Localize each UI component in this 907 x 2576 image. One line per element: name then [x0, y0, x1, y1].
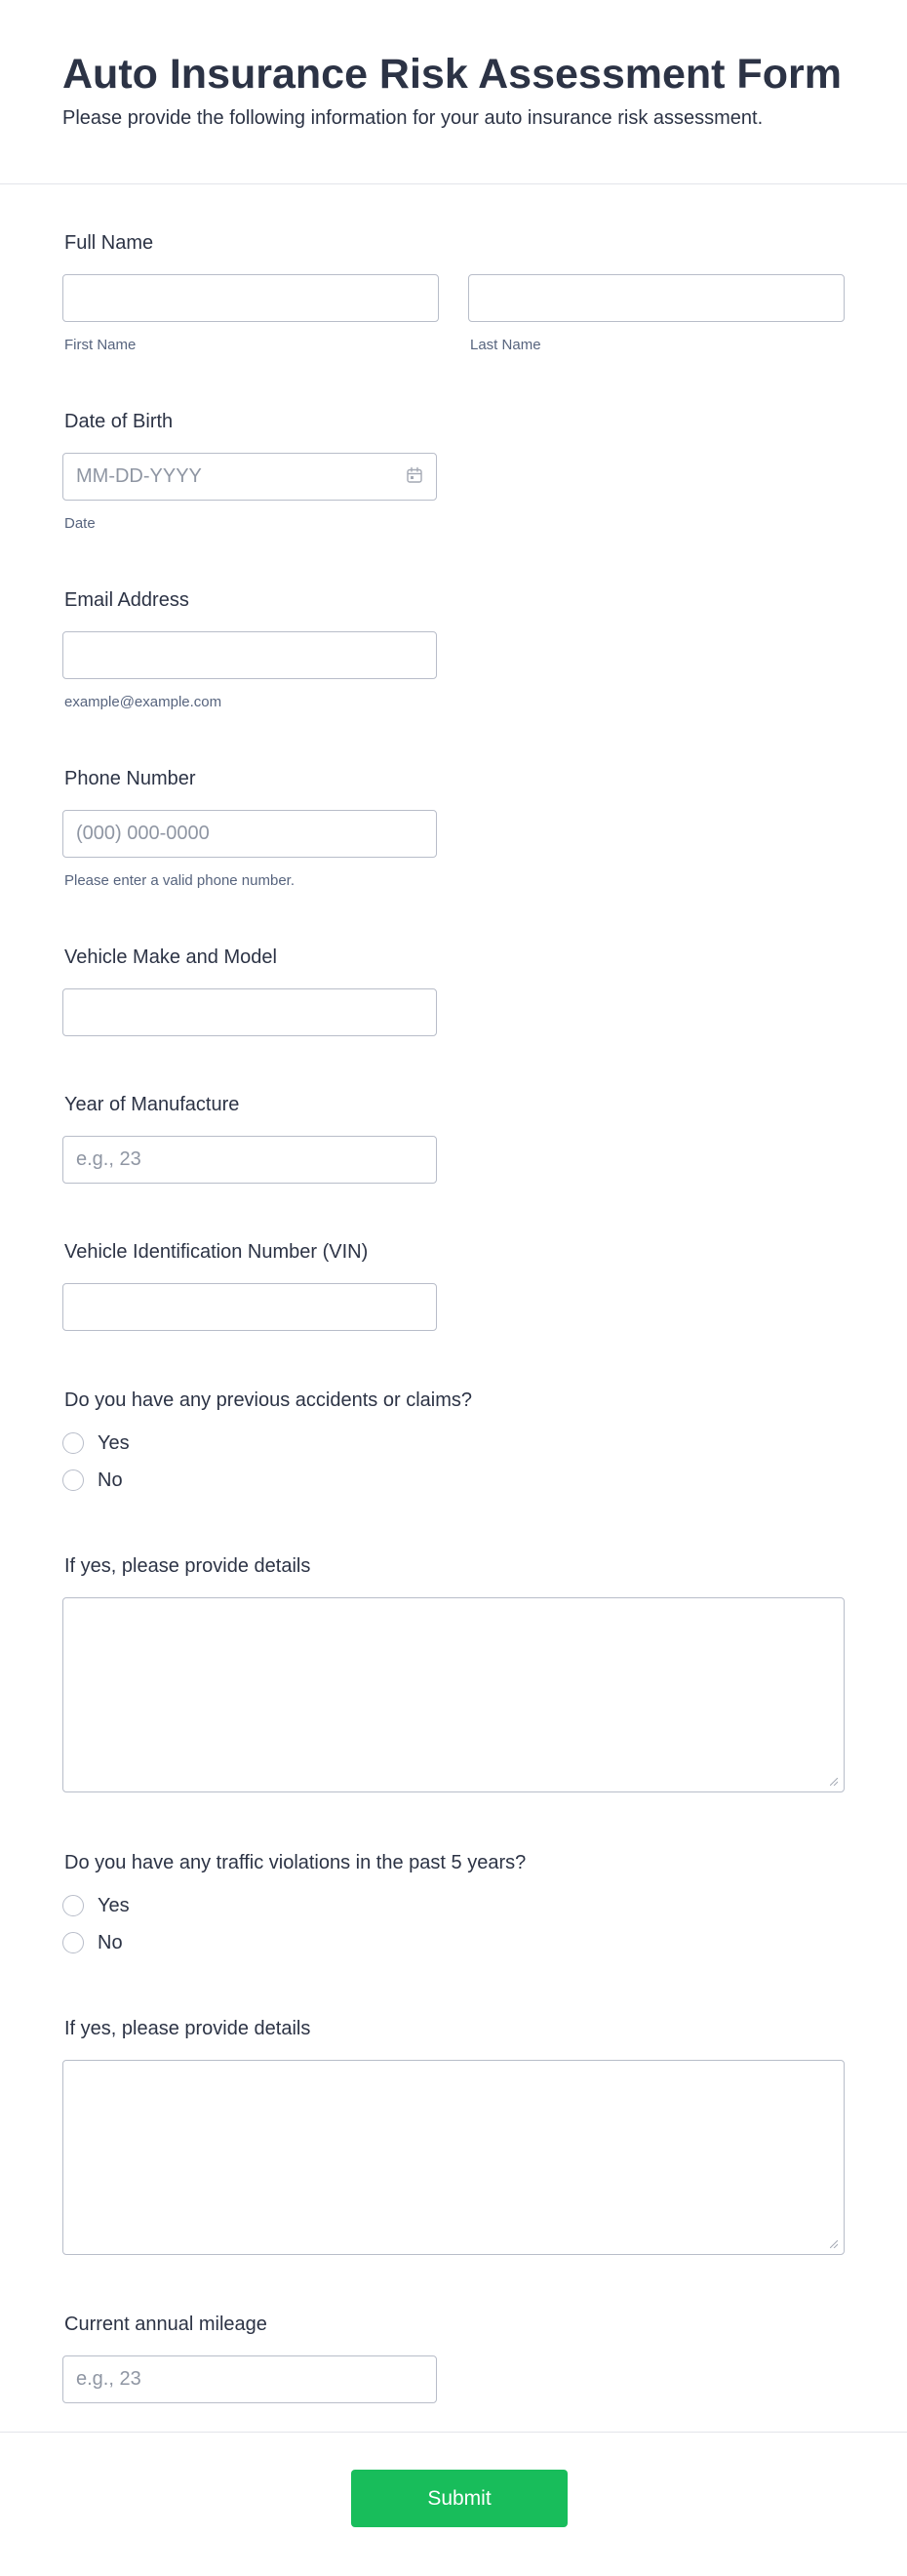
accidents-details-label: If yes, please provide details: [64, 1555, 311, 1577]
first-name-sublabel: First Name: [64, 337, 137, 353]
form-subtitle: Please provide the following information for your auto insurance risk assessment.: [62, 107, 764, 129]
violations-option-no[interactable]: [62, 1929, 123, 1956]
accidents-option-yes[interactable]: [62, 1429, 130, 1457]
email-sublabel: example@example.com: [64, 694, 222, 710]
full-name-label: Full Name: [64, 232, 154, 254]
date-of-birth-label: Date of Birth: [64, 411, 174, 432]
resize-grip-icon[interactable]: [830, 1778, 838, 1786]
form-title: Auto Insurance Risk Assessment Form: [62, 51, 842, 98]
violations-details-textarea[interactable]: [62, 2060, 845, 2255]
mileage-input[interactable]: [62, 2355, 437, 2403]
last-name-input[interactable]: [468, 274, 845, 322]
radio-circle[interactable]: [62, 1895, 84, 1916]
date-sublabel: Date: [64, 515, 96, 532]
accidents-option-no[interactable]: [62, 1467, 123, 1494]
radio-label: Yes: [98, 1894, 130, 1916]
form-header: [0, 0, 907, 184]
email-label: Email Address: [64, 589, 189, 611]
vin-label: Vehicle Identification Number (VIN): [64, 1241, 369, 1263]
calendar-icon[interactable]: [406, 466, 423, 484]
year-input[interactable]: [62, 1136, 437, 1184]
radio-circle[interactable]: [62, 1469, 84, 1491]
violations-option-yes[interactable]: [62, 1892, 130, 1919]
resize-grip-icon[interactable]: [830, 2240, 838, 2248]
phone-input[interactable]: [62, 810, 437, 858]
radio-circle[interactable]: [62, 1432, 84, 1454]
radio-label: Yes: [98, 1431, 130, 1454]
year-label: Year of Manufacture: [64, 1094, 240, 1115]
accidents-details-textarea[interactable]: [62, 1597, 845, 1792]
violations-details-label: If yes, please provide details: [64, 2018, 311, 2039]
last-name-sublabel: Last Name: [470, 337, 541, 353]
first-name-input[interactable]: [62, 274, 439, 322]
email-input[interactable]: [62, 631, 437, 679]
accidents-label: Do you have any previous accidents or claims?: [64, 1389, 472, 1411]
submit-button[interactable]: Submit: [351, 2470, 568, 2527]
violations-label: Do you have any traffic violations in the past 5 years?: [64, 1852, 527, 1873]
mileage-label: Current annual mileage: [64, 2314, 267, 2335]
vehicle-label: Vehicle Make and Model: [64, 946, 277, 968]
vin-input[interactable]: [62, 1283, 437, 1331]
phone-label: Phone Number: [64, 768, 196, 789]
date-of-birth-input[interactable]: [62, 453, 437, 501]
phone-sublabel: Please enter a valid phone number.: [64, 872, 295, 889]
vehicle-input[interactable]: [62, 988, 437, 1036]
radio-label: No: [98, 1931, 123, 1953]
radio-label: No: [98, 1469, 123, 1491]
radio-circle[interactable]: [62, 1932, 84, 1953]
